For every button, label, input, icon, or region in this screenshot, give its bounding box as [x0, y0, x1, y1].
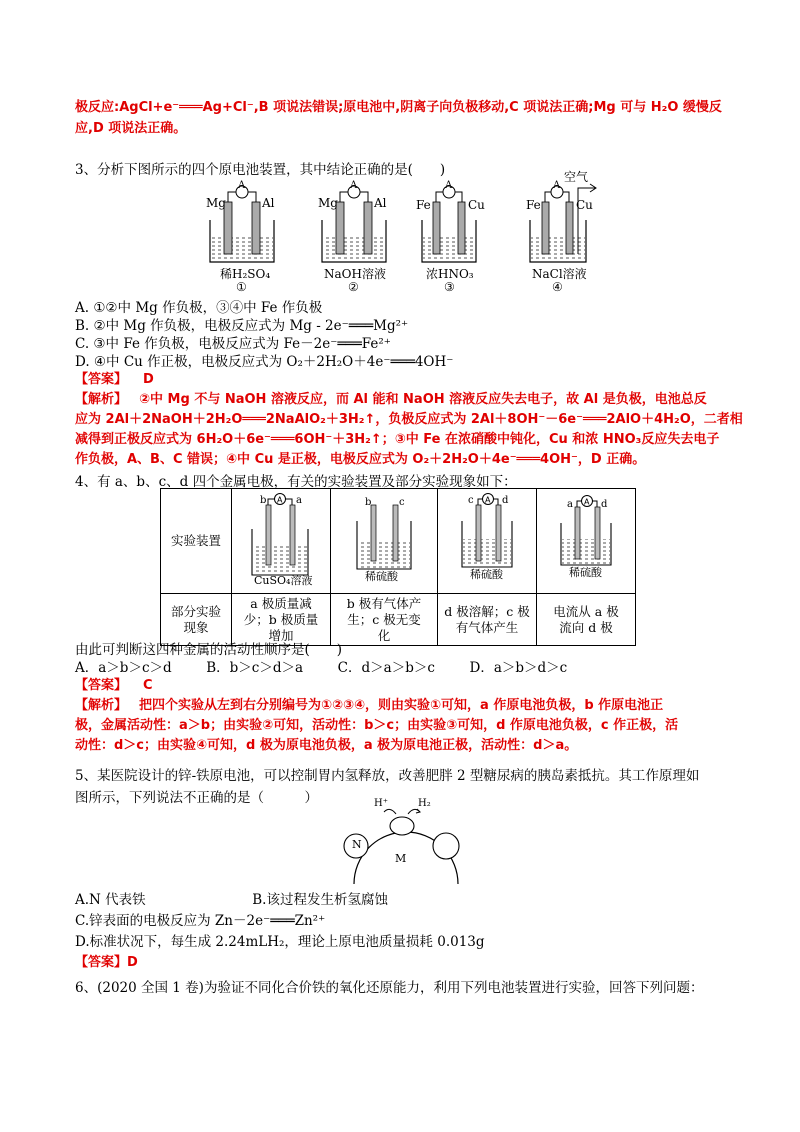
q3-cell-4-left-electrode: Fe — [526, 198, 541, 212]
q4-phenomenon-1 — [232, 594, 331, 646]
q4-setup-4 — [537, 489, 636, 594]
q3-analysis-label: 【解析】 — [75, 392, 128, 407]
q4-setup-2-solution: 稀硫酸 — [365, 570, 398, 583]
q4-option-b: B．b＞c＞d＞a — [206, 660, 304, 676]
q4-analysis-label: 【解析】 — [75, 698, 128, 713]
q4-conclusion: 由此可判断这四种金属的活动性顺序是( ) — [75, 642, 343, 658]
q3-cell-1-solution: 稀H₂SO₄ — [220, 267, 271, 281]
q4-setup-3 — [438, 489, 537, 594]
q3-stem: 3、分析下图所示的四个原电池装置，其中结论正确的是( ) — [75, 162, 446, 178]
q4-answer-label: 【答案】 — [75, 678, 128, 693]
q5-answer: 【答案】D — [75, 955, 138, 970]
q4-phenomenon-1-line-2: 少；b 极质量 — [243, 611, 319, 627]
q4-setup-3-solution: 稀硫酸 — [470, 568, 503, 581]
q5-option-d: D.标准状况下，每生成 2.24mLH₂，理论上原电池质量损耗 0.013g — [75, 934, 485, 950]
q3-cell-3-right-electrode: Cu — [468, 198, 485, 212]
q4-answer — [75, 676, 153, 696]
q5-options-ab — [75, 890, 388, 910]
q4-setup-2 — [331, 489, 438, 594]
q5-option-c: C.锌表面的电极反应为 Zn－2e⁻═══Zn²⁺ — [75, 913, 326, 929]
q4-phenomenon-1-line-3: 增加 — [268, 627, 294, 643]
q4-setup-4-left: a — [567, 499, 573, 510]
q3-option-c: C. ③中 Fe 作负极，电极反应式为 Fe－2e⁻═══Fe²⁺ — [75, 336, 391, 352]
q3-cell-1-right-electrode: Al — [262, 196, 275, 210]
q4-phenomenon-4 — [537, 594, 636, 646]
q3-cell-4-number: ④ — [552, 280, 563, 294]
q4-experiment-table — [160, 488, 636, 646]
q4-phenomenon-3-line-1: d 极溶解；c 极 — [444, 603, 530, 619]
q4-analysis-line-2: 极，金属活动性：a＞b；由实验②可知，活动性：b＞c；由实验③可知，d 作原电池负极，c 作正极，活 — [75, 718, 679, 733]
q5-stem-line-2: 图所示，下列说法不正确的是（ ） — [75, 790, 318, 806]
q6-stem: 6、(2020 全国 1 卷)为验证不同化合价铁的氧化还原能力，利用下列电池装置进行实验，回答下列问题： — [75, 980, 704, 996]
q3-option-d: D. ④中 Cu 作正极，电极反应式为 O₂＋2H₂O＋4e⁻═══4OH⁻ — [75, 354, 454, 370]
q4-options — [75, 658, 567, 678]
prev-analysis-line-1: 极反应:AgCl+e⁻═══Ag+Cl⁻,B 项说法错误;原电池中,阴离子向负极移动,C 项说法正确;Mg 可与 H₂O 缓慢反 — [75, 100, 722, 115]
q4-phenomena-header-2: 现象 — [183, 619, 209, 635]
q4-option-d: D．a＞b＞d＞c — [469, 660, 568, 676]
q4-meter-4: A — [584, 497, 590, 507]
q5-option-b: B.该过程发生析氢腐蚀 — [252, 892, 388, 908]
q3-analysis-line-4: 作负极，A、B、C 错误；④中 Cu 是正极，电极反应式为 O₂＋2H₂O＋4e⁻═══4OH⁻，D 正确。 — [75, 452, 646, 467]
q4-phenomenon-2-line-1: b 极有气体产 — [346, 595, 422, 611]
meter-label-4: A — [553, 180, 561, 191]
q4-phenomena-header — [161, 594, 232, 646]
q5-n-label: N — [352, 838, 362, 851]
q3-cell-4-gas-label: 空气 — [564, 170, 589, 184]
q4-analysis-line-3: 动性：d＞c；由实验④可知，d 极为原电池负极，a 极为原电池正极，活动性：d＞a。 — [75, 738, 578, 753]
meter-label-3: A — [445, 180, 453, 191]
q4-phenomenon-3 — [438, 594, 537, 646]
q4-analysis-line-1 — [75, 696, 663, 716]
q3-analysis-text-1: ②中 Mg 不与 NaOH 溶液反应，而 Al 能和 NaOH 溶液反应失去电子，故 Al 是负极，电池总反 — [139, 392, 707, 407]
q4-phenomena-row — [161, 594, 636, 646]
q4-setup-header: 实验装置 — [161, 489, 232, 594]
q3-cell-1-number: ① — [236, 280, 247, 294]
q3-answer — [75, 370, 154, 390]
q4-setup-1-solution: CuSO₄溶液 — [254, 574, 313, 587]
q4-meter-3: A — [485, 495, 491, 505]
q3-cell-3-solution: 浓HNO₃ — [426, 267, 474, 281]
q3-option-a: A. ①②中 Mg 作负极，③④中 Fe 作负极 — [75, 300, 323, 316]
q4-phenomena-header-1: 部分实验 — [170, 603, 221, 619]
q4-phenomenon-4-line-1: 电流从 a 极 — [553, 603, 619, 619]
q4-phenomenon-2-line-2: 生；c 极无变 — [347, 611, 421, 627]
q3-analysis-line-3: 减得到正极反应式为 6H₂O＋6e⁻═══6OH⁻＋3H₂↑；③中 Fe 在浓硝酸中钝化，Cu 和浓 HNO₃反应失去电子 — [75, 432, 720, 447]
q5-top-particle — [390, 817, 414, 835]
q4-setup-2-right: c — [399, 497, 405, 508]
q4-phenomenon-1-line-1: a 极质量减 — [250, 595, 312, 611]
q4-stem: 4、有 a、b、c、d 四个金属电极，有关的实验装置及部分实验现象如下： — [75, 474, 517, 490]
q3-cell-4 — [530, 184, 596, 262]
meter-label-2: A — [350, 180, 358, 191]
q4-option-a: A．a＞b＞c＞d — [75, 660, 172, 676]
meter-label-1: A — [238, 180, 246, 191]
q4-setup-3-right: d — [502, 495, 509, 506]
q3-cell-2-left-electrode: Mg — [318, 196, 338, 210]
q5-h-plus-label: H⁺ — [374, 798, 388, 809]
q3-analysis-line-2: 应为 2Al＋2NaOH＋2H₂O═══2NaAlO₂＋3H₂↑，负极反应式为 2Al＋8OH⁻－6e⁻═══2AlO＋4H₂O，二者相 — [75, 412, 743, 427]
q4-phenomenon-2-line-3: 化 — [377, 627, 391, 643]
q3-cell-1-left-electrode: Mg — [206, 196, 226, 210]
q3-cell-2-number: ② — [348, 280, 359, 294]
q4-setup-1-left: b — [260, 495, 267, 506]
q4-setup-1 — [232, 489, 331, 594]
prev-analysis-line-2: 应,D 项说法正确。 — [75, 121, 187, 136]
q3-cell-3-left-electrode: Fe — [416, 198, 431, 212]
q4-setup-4-solution: 稀硫酸 — [569, 566, 602, 579]
q4-meter-1: A — [277, 495, 283, 505]
q4-phenomenon-3-line-2: 有气体产生 — [455, 619, 519, 635]
q3-cell-4-right-electrode: Cu — [576, 198, 593, 212]
q4-analysis-text-1: 把四个实验从左到右分别编号为①②③④，则由实验①可知，a 作原电池负极，b 作原电池正 — [139, 698, 664, 713]
q4-phenomenon-4-line-2: 流向 d 极 — [559, 619, 613, 635]
q3-option-b: B. ②中 Mg 作负极，电极反应式为 Mg - 2e⁻═══Mg²⁺ — [75, 318, 409, 334]
q5-m-label: M — [395, 852, 407, 865]
q3-cell-4-solution: NaCl溶液 — [532, 267, 587, 281]
q4-phenomenon-2 — [331, 594, 438, 646]
q3-answer-value: D — [143, 372, 154, 387]
q3-cell-2-solution: NaOH溶液 — [324, 267, 386, 281]
q5-figure — [340, 800, 470, 884]
q4-answer-value: C — [143, 678, 153, 693]
q4-setup-1-right: a — [296, 495, 302, 506]
q3-analysis-line-1 — [75, 390, 707, 410]
q3-cell-2-right-electrode: Al — [374, 196, 387, 210]
q5-right-particle — [433, 833, 459, 859]
q4-option-c: C．d＞a＞b＞c — [337, 660, 435, 676]
q5-option-a: A.N 代表铁 — [75, 892, 146, 908]
q4-setup-row — [161, 489, 636, 594]
q5-h2-label: H₂ — [418, 798, 431, 809]
q4-setup-4-right: d — [601, 499, 608, 510]
q3-answer-label: 【答案】 — [75, 372, 128, 387]
q4-setup-2-left: b — [365, 497, 372, 508]
q3-cells-figure — [200, 170, 620, 300]
q5-stem-line-1: 5、某医院设计的锌-铁原电池，可以控制胃内氢释放，改善肥胖 2 型糖尿病的胰岛素抵抗。其工作原理如 — [75, 768, 700, 784]
q3-cell-3-number: ③ — [444, 280, 455, 294]
q4-setup-3-left: c — [468, 495, 474, 506]
